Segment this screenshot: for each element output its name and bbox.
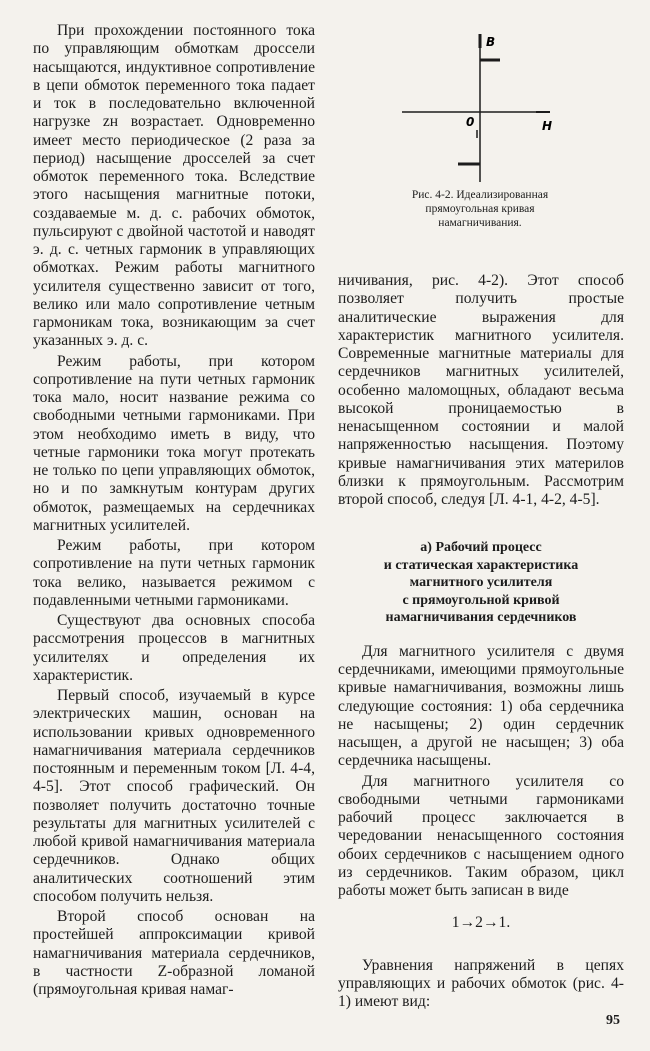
heading-line: с прямоугольной кривой xyxy=(402,592,560,608)
page-number: 95 xyxy=(606,1013,620,1028)
heading-line: намагничивания сердечников xyxy=(385,610,577,626)
paragraph: Для магнитного усилителя со свободными четными гармониками рабочий процесс заключается в чередовании ненасыщенного состояния обоих сердечников с насыщением одного из сердечников. Таким образом, цикл работы может быть записан в виде xyxy=(338,772,624,899)
magnetization-curve-figure xyxy=(400,30,560,186)
paragraph: Первый способ, изучаемый в курсе электрических машин, основан на использовании кривых одновременного намагничивания материала сердечников постоянным и переменным током [Л. 4-4, 4-5]. Этот способ графический. Он позволяет получить достаточно точные результаты для магнитных усилителей с любой кривой намагничивания материала сердечников. Однако общих аналитических соотношений этим способом получить нельзя. xyxy=(33,687,315,905)
paragraph: Режим работы, при котором сопротивление на пути четных гармоник тока велико, называется режимом с подавленными четными гармониками. xyxy=(33,537,315,609)
heading-line: и статическая характеристика xyxy=(383,557,579,573)
paragraph: Режим работы, при котором сопротивление на пути четных гармоник тока мало, носит название режима со свободными четными гармониками. При этом необходимо иметь в виду, что четные гармоники тока могут протекать не только по цепи управляющих обмоток, но и по замкнутым контурам других обмоток, размещаемых на сердечниках магнитных усилителей. xyxy=(33,352,315,534)
paragraph: ничивания, рис. 4-2). Этот способ позволяет получить простые аналитические выражения для характеристик магнитного усилителя. Современные магнитные материалы для сердечников магнитных усилителей, особенно маломощных, обладают весьма высокой проницаемостью в ненасыщенном состоянии и малой напряженностью насыщения. Поэтому кривые намагничивания этих материлов близки к прямоугольным. Рассмотрим второй способ, следуя [Л. 4-1, 4-2, 4-5]. xyxy=(338,272,624,508)
heading-line: а) Рабочий процесс xyxy=(420,540,542,556)
figure-caption: Рис. 4-2. Идеализированная прямоугольная кривая намагничивания. xyxy=(411,189,549,229)
paragraph: Второй способ основан на простейшей аппроксимации кривой намагничивания материала сердечников, в частности Z-образной ломаной (прямоугольная кривая намаг- xyxy=(33,908,315,998)
left-column xyxy=(33,22,315,999)
section-heading xyxy=(338,539,624,627)
right-column xyxy=(338,272,624,1011)
cycle-formula: 1→2→1. xyxy=(451,914,511,932)
paragraph: Уравнения напряжений в цепях управляющих и рабочих обмоток (рис. 4-1) имеют вид: xyxy=(338,956,624,1010)
origin-label: 0 xyxy=(466,115,475,129)
paragraph: При прохождении постоянного тока по управляющим обмоткам дроссели насыщаются, индуктивное сопротивление в цепи обмоток переменного тока падает и ток в последовательно включенной нагрузке zн возрастает. Одновременно имеет место периодическое (2 раза за период) насыщение дросселей за счет обмоток переменного тока. Вследствие этого насыщения магнитные потоки, создаваемые м. д. с. рабочих обмоток, пульсируют с двойной частотой и наводят э. д. с. четных гармоник в управляющих обмотках. Режим работы магнитного усилителя существенно зависит от того, велико или мало сопротивление четным гармоникам тока, возникающим за счет указанных э. д. с. xyxy=(33,22,315,350)
axis-b-label: B xyxy=(486,35,496,49)
heading-line: магнитного усилителя xyxy=(409,575,553,591)
axis-h-label: H xyxy=(542,119,553,133)
paragraph: Для магнитного усилителя с двумя сердечниками, имеющими прямоугольные кривые намагничивания, возможны лишь следующие состояния: 1) оба сердечника не насыщены; 2) один сердечник насыщен, а другой не насыщен; 3) оба сердечника насыщены. xyxy=(338,642,624,770)
paragraph: Существуют два основных способа рассмотрения процессов в магнитных усилителях и определения их характеристик. xyxy=(33,612,315,684)
